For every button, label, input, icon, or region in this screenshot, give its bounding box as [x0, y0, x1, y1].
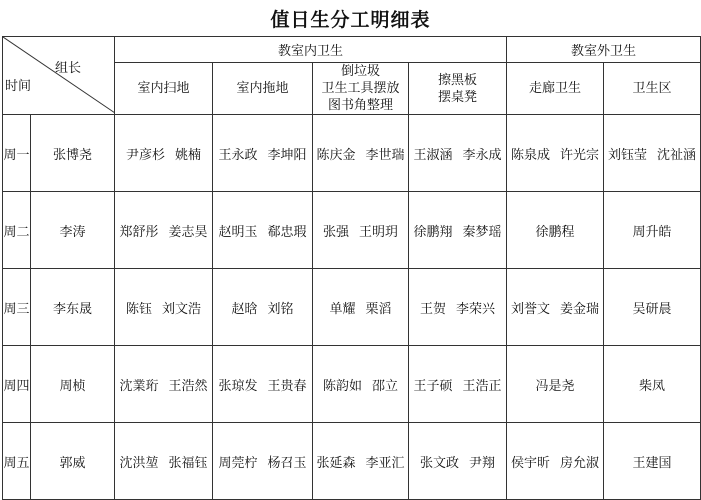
duty-cell	[409, 192, 507, 269]
student-name: 刘文浩	[162, 301, 202, 317]
student-name: 姜金瑞	[560, 301, 600, 317]
duty-cell	[409, 269, 507, 346]
table-row	[3, 423, 701, 500]
student-name: 周升皓	[632, 224, 672, 240]
task-header-6	[604, 63, 701, 115]
student-name: 陈韵如	[322, 378, 362, 394]
duty-cell	[409, 423, 507, 500]
day-cell: 周五	[3, 423, 31, 500]
student-name: 刘钰莹	[608, 147, 648, 163]
student-name: 李世瑞	[365, 147, 405, 163]
duty-cell	[604, 269, 701, 346]
leader-cell: 李涛	[31, 192, 115, 269]
duty-cell	[507, 192, 604, 269]
task-header-3	[313, 63, 409, 115]
task-header-line: 卫生区	[632, 81, 672, 96]
task-header-line: 走廊卫生	[529, 81, 582, 96]
table-row	[3, 115, 701, 192]
duty-cell	[213, 423, 313, 500]
day-cell: 周三	[3, 269, 31, 346]
student-name: 邵立	[372, 378, 399, 394]
duty-cell	[115, 346, 213, 423]
table-row	[3, 192, 701, 269]
task-header-4	[409, 63, 507, 115]
duty-cell	[115, 423, 213, 500]
duty-cell	[507, 115, 604, 192]
duty-cell	[507, 346, 604, 423]
leader-cell: 张博尧	[31, 115, 115, 192]
duty-cell	[313, 192, 409, 269]
student-name: 栗滔	[365, 301, 392, 317]
task-header-5	[507, 63, 604, 115]
student-name: 刘誉文	[511, 301, 551, 317]
student-name: 吴研晨	[632, 301, 672, 317]
student-name: 单耀	[329, 301, 356, 317]
duty-schedule-table	[2, 36, 701, 500]
day-cell: 周四	[3, 346, 31, 423]
student-name: 李亚汇	[365, 455, 405, 471]
duty-cell	[115, 115, 213, 192]
student-name: 周莞柠	[218, 455, 258, 471]
student-name: 李荣兴	[456, 301, 496, 317]
day-cell: 周一	[3, 115, 31, 192]
task-header-line: 室内拖地	[236, 81, 289, 96]
student-name: 王浩然	[168, 378, 208, 394]
duty-cell	[507, 423, 604, 500]
student-name: 侯宇昕	[511, 455, 551, 471]
corner-leader-label: 组长	[55, 61, 82, 76]
student-name: 冯是尧	[535, 378, 575, 394]
group-header-inside: 教室内卫生	[115, 37, 507, 63]
schedule-body	[3, 115, 701, 500]
header-row-groups	[3, 37, 701, 63]
student-name: 尹翔	[469, 455, 496, 471]
student-name: 王浩正	[462, 378, 502, 394]
student-name: 王淑涵	[413, 147, 453, 163]
student-name: 徐鹏翔	[413, 224, 453, 240]
duty-cell	[213, 269, 313, 346]
student-name: 刘铭	[267, 301, 294, 317]
student-name: 沈業珩	[119, 378, 159, 394]
duty-cell	[313, 423, 409, 500]
table-title: 值日生分工明细表	[270, 8, 431, 31]
student-name: 郑舒彤	[119, 224, 159, 240]
student-name: 杨召玉	[267, 455, 307, 471]
task-header-line: 室内扫地	[137, 81, 190, 96]
duty-cell	[409, 346, 507, 423]
duty-cell	[604, 346, 701, 423]
task-header-1	[115, 63, 213, 115]
student-name: 王永政	[218, 147, 258, 163]
student-name: 王建国	[632, 455, 672, 471]
student-name: 张文政	[419, 455, 459, 471]
duty-cell	[507, 269, 604, 346]
student-name: 许光宗	[560, 147, 600, 163]
corner-header-cell	[3, 37, 115, 115]
student-name: 王子硕	[413, 378, 453, 394]
student-name: 陈钰	[125, 301, 152, 317]
group-header-outside: 教室外卫生	[507, 37, 701, 63]
student-name: 张琼发	[218, 378, 258, 394]
student-name: 王贺	[419, 301, 446, 317]
student-name: 沈祉涵	[657, 147, 697, 163]
duty-cell	[604, 192, 701, 269]
table-row	[3, 346, 701, 423]
student-name: 沈洪堃	[119, 455, 159, 471]
student-name: 姜志昊	[168, 224, 208, 240]
duty-cell	[115, 192, 213, 269]
student-name: 陈泉成	[511, 147, 551, 163]
duty-cell	[213, 346, 313, 423]
duty-cell	[313, 115, 409, 192]
duty-cell	[604, 423, 701, 500]
task-header-line: 倒垃圾	[340, 64, 380, 79]
student-name: 陈庆金	[316, 147, 356, 163]
student-name: 张强	[322, 224, 349, 240]
duty-cell	[313, 269, 409, 346]
leader-cell: 郭威	[31, 423, 115, 500]
leader-cell: 李东晟	[31, 269, 115, 346]
student-name: 郗忠瑕	[267, 224, 307, 240]
student-name: 姚楠	[175, 147, 202, 163]
student-name: 柴凤	[639, 378, 666, 394]
duty-cell	[604, 115, 701, 192]
student-name: 李坤阳	[267, 147, 307, 163]
task-header-line: 卫生工具摆放	[321, 81, 400, 96]
duty-cell	[115, 269, 213, 346]
duty-cell	[213, 192, 313, 269]
student-name: 赵明玉	[218, 224, 258, 240]
day-cell: 周二	[3, 192, 31, 269]
task-header-2	[213, 63, 313, 115]
task-header-line: 摆桌凳	[438, 89, 478, 105]
student-name: 张福钰	[168, 455, 208, 471]
student-name: 赵晗	[231, 301, 258, 317]
student-name: 秦梦瑶	[462, 224, 502, 240]
student-name: 尹彦杉	[125, 147, 165, 163]
task-header-line: 擦黑板	[438, 72, 478, 88]
student-name: 王明玥	[359, 224, 399, 240]
corner-time-label: 时间	[5, 79, 32, 94]
duty-cell	[213, 115, 313, 192]
duty-cell	[409, 115, 507, 192]
student-name: 房允淑	[560, 455, 600, 471]
leader-cell: 周桢	[31, 346, 115, 423]
task-header-line: 图书角整理	[327, 98, 393, 113]
student-name: 王贵春	[267, 378, 307, 394]
duty-cell	[313, 346, 409, 423]
student-name: 张延森	[316, 455, 356, 471]
student-name: 李永成	[462, 147, 502, 163]
student-name: 徐鹏程	[535, 224, 575, 240]
table-row	[3, 269, 701, 346]
